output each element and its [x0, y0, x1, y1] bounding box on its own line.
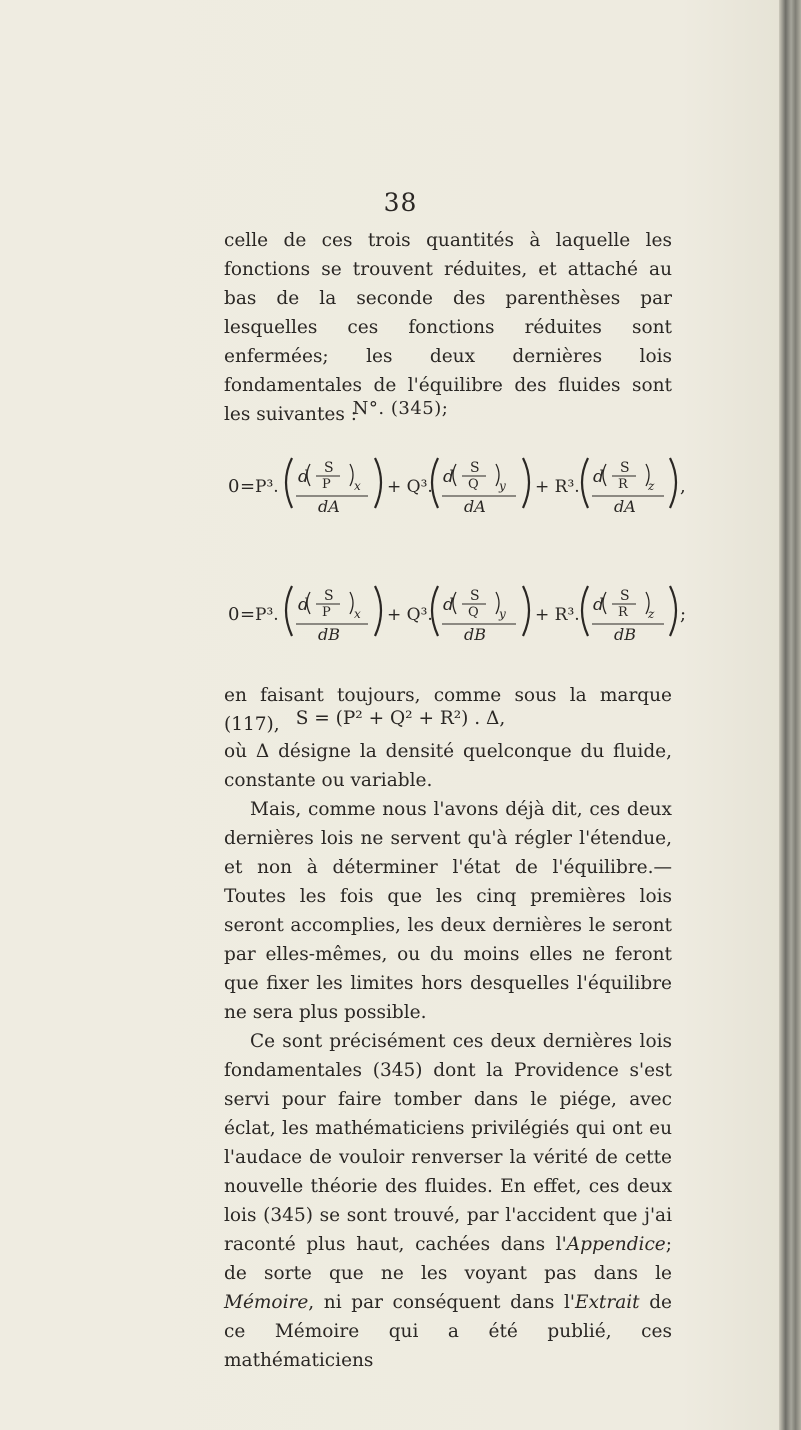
- eq1-term1-coef: P³.: [255, 477, 279, 497]
- eq1-f2-var: Q: [468, 477, 479, 492]
- eq2-f3-denom: dB: [614, 625, 636, 644]
- eq2-f2-var: Q: [468, 605, 479, 620]
- eq2-f3-S: S: [620, 588, 630, 604]
- eq2-f2-denom: dB: [464, 625, 486, 644]
- equation-2-svg: [190, 574, 730, 656]
- paragraph-densite: où Δ désigne la densité quelconque du fluide, constante ou variable.: [224, 741, 672, 791]
- eq2-term1-coef: P³.: [255, 605, 279, 625]
- eq2-f1-var: P: [322, 605, 331, 620]
- eq1-f1-sub: x: [354, 479, 361, 493]
- eq1-term2-coef: + Q³.: [387, 477, 433, 497]
- word-extrait: Extrait: [574, 1292, 640, 1313]
- eq1-end: ,: [680, 476, 686, 497]
- equation-1: [190, 446, 730, 528]
- eq1-fraction-3: [582, 458, 676, 516]
- eq1-f1-d: d: [298, 467, 309, 487]
- word-appendice: Appendice: [566, 1234, 666, 1255]
- eq1-f1-denom: dA: [318, 497, 340, 516]
- eq1-f3-sub: z: [648, 479, 655, 493]
- eq1-f1-var: P: [322, 477, 331, 492]
- word-memoire: Mémoire: [224, 1292, 309, 1313]
- paragraph-providence-part-2: ; de sorte que ne les voyant pas dans le: [224, 1234, 672, 1284]
- eq2-f1-sub: x: [354, 607, 361, 621]
- formula-s: S = (P² + Q² + R²) . Δ,: [295, 708, 506, 729]
- page-number: 38: [383, 188, 418, 217]
- equation-2: [190, 574, 730, 656]
- eq1-f2-d: d: [443, 467, 454, 487]
- eq1-equals: =: [240, 476, 256, 497]
- eq2-f1-d: d: [298, 595, 309, 615]
- eq2-f2-S: S: [470, 588, 480, 604]
- eq2-f3-sub: z: [648, 607, 655, 621]
- eq2-term2-coef: + Q³.: [387, 605, 433, 625]
- eq2-term3-coef: + R³.: [535, 605, 580, 625]
- eq2-end: ;: [680, 604, 687, 625]
- eq2-f3-d: d: [593, 595, 604, 615]
- paragraph-providence-part-4: de ce Mémoire qui a été publié, ces mathématiciens: [224, 1292, 672, 1371]
- eq1-f3-denom: dA: [614, 497, 636, 516]
- eq1-f1-S: S: [324, 460, 334, 476]
- paragraph-providence: [224, 1027, 672, 1375]
- paragraph-mais: Mais, comme nous l'avons déjà dit, ces deux dernières lois ne servent qu'à régler l'étendue, et non à déterminer l'état de l'équilibre.—Toutes les fois que les cinq premières lois seront accomplies, les deux dernières le seront par elles-mêmes, ou du moins elles ne feront que fixer les limites hors desquelles l'équilibre ne sera plus possible.: [224, 799, 672, 1023]
- paragraph-intro-text: celle de ces trois quantités à laquelle les fonctions se trouvent réduites, et attaché au bas de la seconde des parenthèses par lesquelles ces fonctions réduites sont enfermées; les deux dernières lois fondamentales de l'équilibre des fluides sont les suivantes :: [224, 230, 672, 425]
- equation-heading: N°. (345);: [352, 398, 449, 419]
- eq1-f2-sub: y: [499, 479, 506, 493]
- eq2-f1-S: S: [324, 588, 334, 604]
- eq1-f3-S: S: [620, 460, 630, 476]
- eq1-f3-var: R: [618, 477, 628, 492]
- eq2-f2-sub: y: [499, 607, 506, 621]
- eq1-f2-S: S: [470, 460, 480, 476]
- eq2-f1-denom: dB: [318, 625, 340, 644]
- paragraph-body: [224, 737, 672, 1375]
- eq2-f2-d: d: [443, 595, 454, 615]
- paragraph-providence-part-3: , ni par conséquent dans l': [308, 1292, 575, 1313]
- eq2-fraction-2: [432, 586, 529, 644]
- paragraph-faisant-text: en faisant toujours, comme sous la marque (117),: [224, 685, 672, 735]
- eq2-lhs: 0: [228, 604, 240, 625]
- eq1-fraction-2: [432, 458, 529, 516]
- eq1-term3-coef: + R³.: [535, 477, 580, 497]
- eq1-f2-denom: dA: [464, 497, 486, 516]
- eq1-lhs: 0: [228, 476, 240, 497]
- eq1-f3-d: d: [593, 467, 604, 487]
- eq2-fraction-3: [582, 586, 676, 644]
- eq1-fraction-1: [286, 458, 381, 516]
- eq2-fraction-1: [286, 586, 381, 644]
- eq2-f3-var: R: [618, 605, 628, 620]
- paragraph-providence-part-1: Ce sont précisément ces deux dernières lois fondamentales (345) dont la Providence s'est servi pour faire tomber dans le piége, avec éclat, les mathématiciens privilégiés qui ont eu l'audace de vouloir renverser la vérité de cette nouvelle théorie des fluides. En effet, ces deux lois (345) se sont trouvé, par l'accident que j'ai raconté plus haut, cachées dans l': [224, 1031, 672, 1255]
- eq2-equals: =: [240, 604, 256, 625]
- equation-1-svg: [190, 446, 730, 528]
